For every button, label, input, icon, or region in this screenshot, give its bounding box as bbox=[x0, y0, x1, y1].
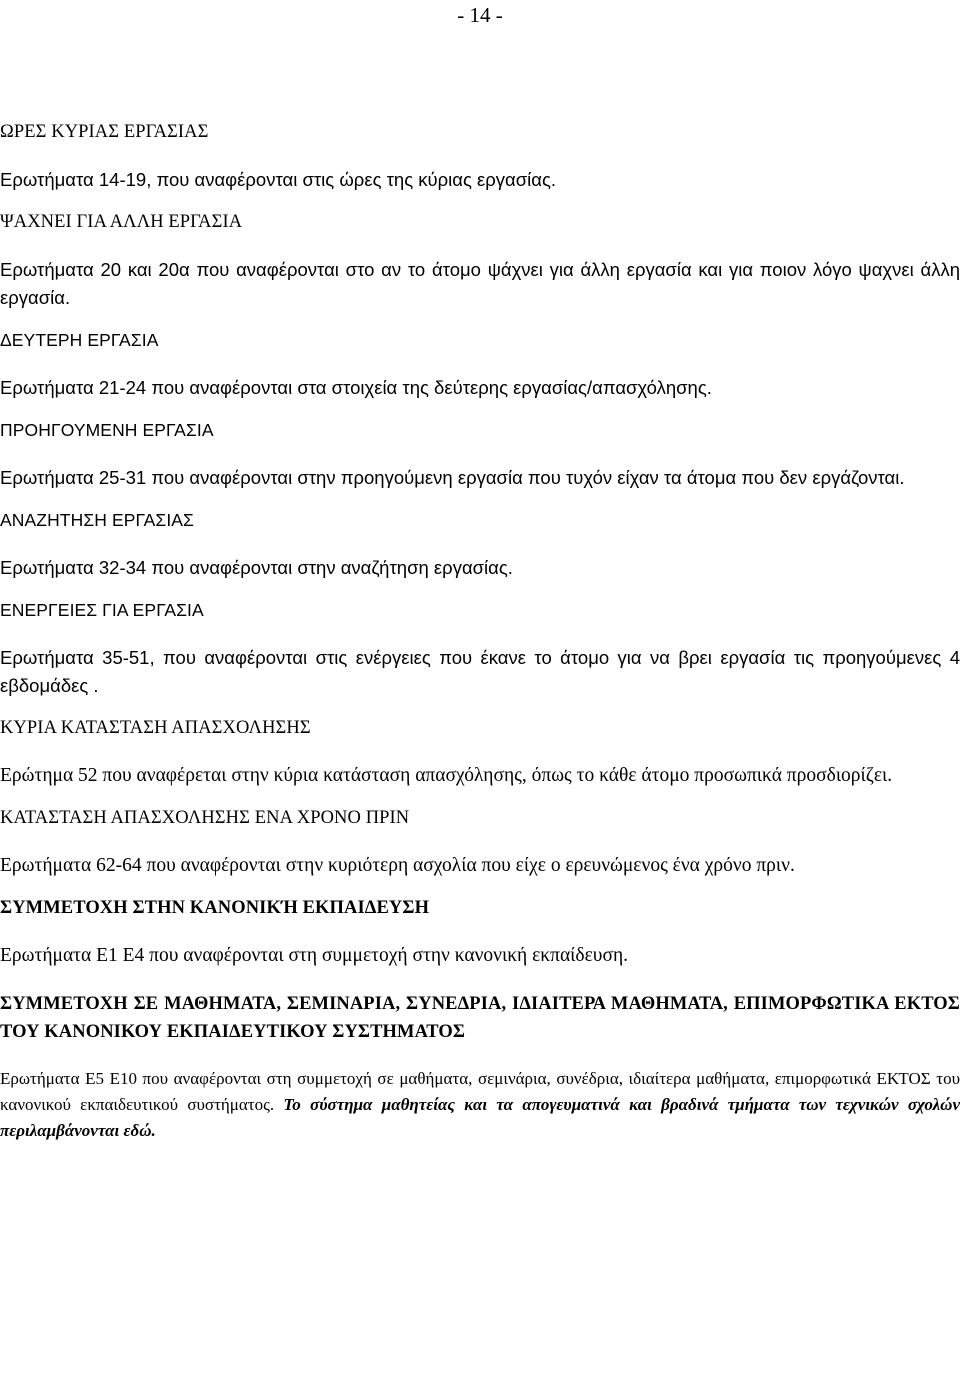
section-heading: ΣΥΜΜΕΤΟΧΗ ΣΤΗΝ ΚΑΝΟΝΙΚΉ ΕΚΠΑΙΔΕΥΣΗ bbox=[0, 898, 430, 918]
section-text-block bbox=[0, 1066, 960, 1144]
section-text: Ερωτήματα 25-31 που αναφέρονται στην προηγούμενη εργασία που τυχόν είχαν τα άτομα που δεν εργάζονται. bbox=[0, 467, 905, 488]
section-text: Ερωτήματα 20 και 20α που αναφέρονται στο αν το άτομο ψάχνει για άλλη εργασία και για ποιον λόγο ψαχνει άλλη εργασία. bbox=[0, 259, 960, 308]
section-text: Ερωτήματα 14-19, που αναφέρονται στις ώρες της κύριας εργασίας. bbox=[0, 169, 557, 190]
section-heading: ΕΝΕΡΓΕΙΕΣ ΓΙΑ ΕΡΓΑΣΙΑ bbox=[0, 600, 204, 620]
section-text: Ερωτήματα 32-34 που αναφέρονται στην αναζήτηση εργασίας. bbox=[0, 557, 513, 578]
section-heading: ΔΕΥΤΕΡΗ ΕΡΓΑΣΙΑ bbox=[0, 330, 159, 350]
section-heading: ΩΡΕΣ ΚΥΡΙΑΣ ΕΡΓΑΣΙΑΣ bbox=[0, 122, 209, 142]
section-emphasis: Το σύστημα μαθητείας και τα απογευματινά και βραδινά τμήματα των τεχνικών σχολών περιλαμβάνονται εδώ. bbox=[0, 1095, 960, 1140]
section-heading: ΣΥΜΜΕΤΟΧΗ ΣΕ ΜΑΘΗΜΑΤΑ, ΣΕΜΙΝΑΡΙΑ, ΣΥΝΕΔΡΙΑ, ΙΔΙΑΙΤΕΡΑ ΜΑΘΗΜΑΤΑ, ΕΠΙΜΟΡΦΩΤΙΚΑ ΕΚΤΟΣ ΤΟΥ ΚΑΝΟΝΙΚΟΥ ΕΚΠΑΙΔΕΥΤΙΚΟΥ ΣΥΣΤΗΜΑΤΟΣ bbox=[0, 994, 960, 1042]
section-text: Ερωτήματα 21-24 που αναφέρονται στα στοιχεία της δεύτερης εργασίας/απασχόλησης. bbox=[0, 377, 712, 398]
section-text: Ερωτήματα 62-64 που αναφέρονται στην κυριότερη ασχολία που είχε ο ερευνώμενος ένα χρόνο πριν. bbox=[0, 855, 795, 876]
section-text: Ερωτήματα 35-51, που αναφέρονται στις ενέργειες που έκανε το άτομο για να βρει εργασία τις προηγούμενες 4 εβδομάδες . bbox=[0, 647, 960, 696]
document-body bbox=[0, 118, 960, 1144]
section-heading: ΠΡΟΗΓΟΥΜΕΝΗ ΕΡΓΑΣΙΑ bbox=[0, 420, 214, 440]
section-text: Ερωτήματα Ε5 Ε10 που αναφέρονται στη συμμετοχή σε μαθήματα, σεμινάρια, συνέδρια, ιδιαίτερα μαθήματα, επιμορφωτικά ΕΚΤΟΣ του κανονικού εκπαιδευτικού συστήματος. bbox=[0, 1069, 960, 1114]
section-heading: ΨΑΧΝΕΙ ΓΙΑ ΑΛΛΗ ΕΡΓΑΣΙΑ bbox=[0, 212, 243, 232]
section-heading: ΑΝΑΖΗΤΗΣΗ ΕΡΓΑΣΙΑΣ bbox=[0, 510, 194, 530]
section-heading: ΚΥΡΙΑ ΚΑΤΑΣΤΑΣΗ ΑΠΑΣΧΟΛΗΣΗΣ bbox=[0, 718, 311, 738]
section-text: Ερώτημα 52 που αναφέρεται στην κύρια κατάσταση απασχόλησης, όπως το κάθε άτομο προσωπικά προσδιορίζει. bbox=[0, 765, 893, 786]
section-text: Ερωτήματα Ε1 Ε4 που αναφέρονται στη συμμετοχή στην κανονική εκπαίδευση. bbox=[0, 945, 629, 966]
page-number: - 14 - bbox=[457, 3, 503, 27]
section-heading: ΚΑΤΑΣΤΑΣΗ ΑΠΑΣΧΟΛΗΣΗΣ ΕΝΑ ΧΡΟΝΟ ΠΡΙΝ bbox=[0, 808, 410, 828]
